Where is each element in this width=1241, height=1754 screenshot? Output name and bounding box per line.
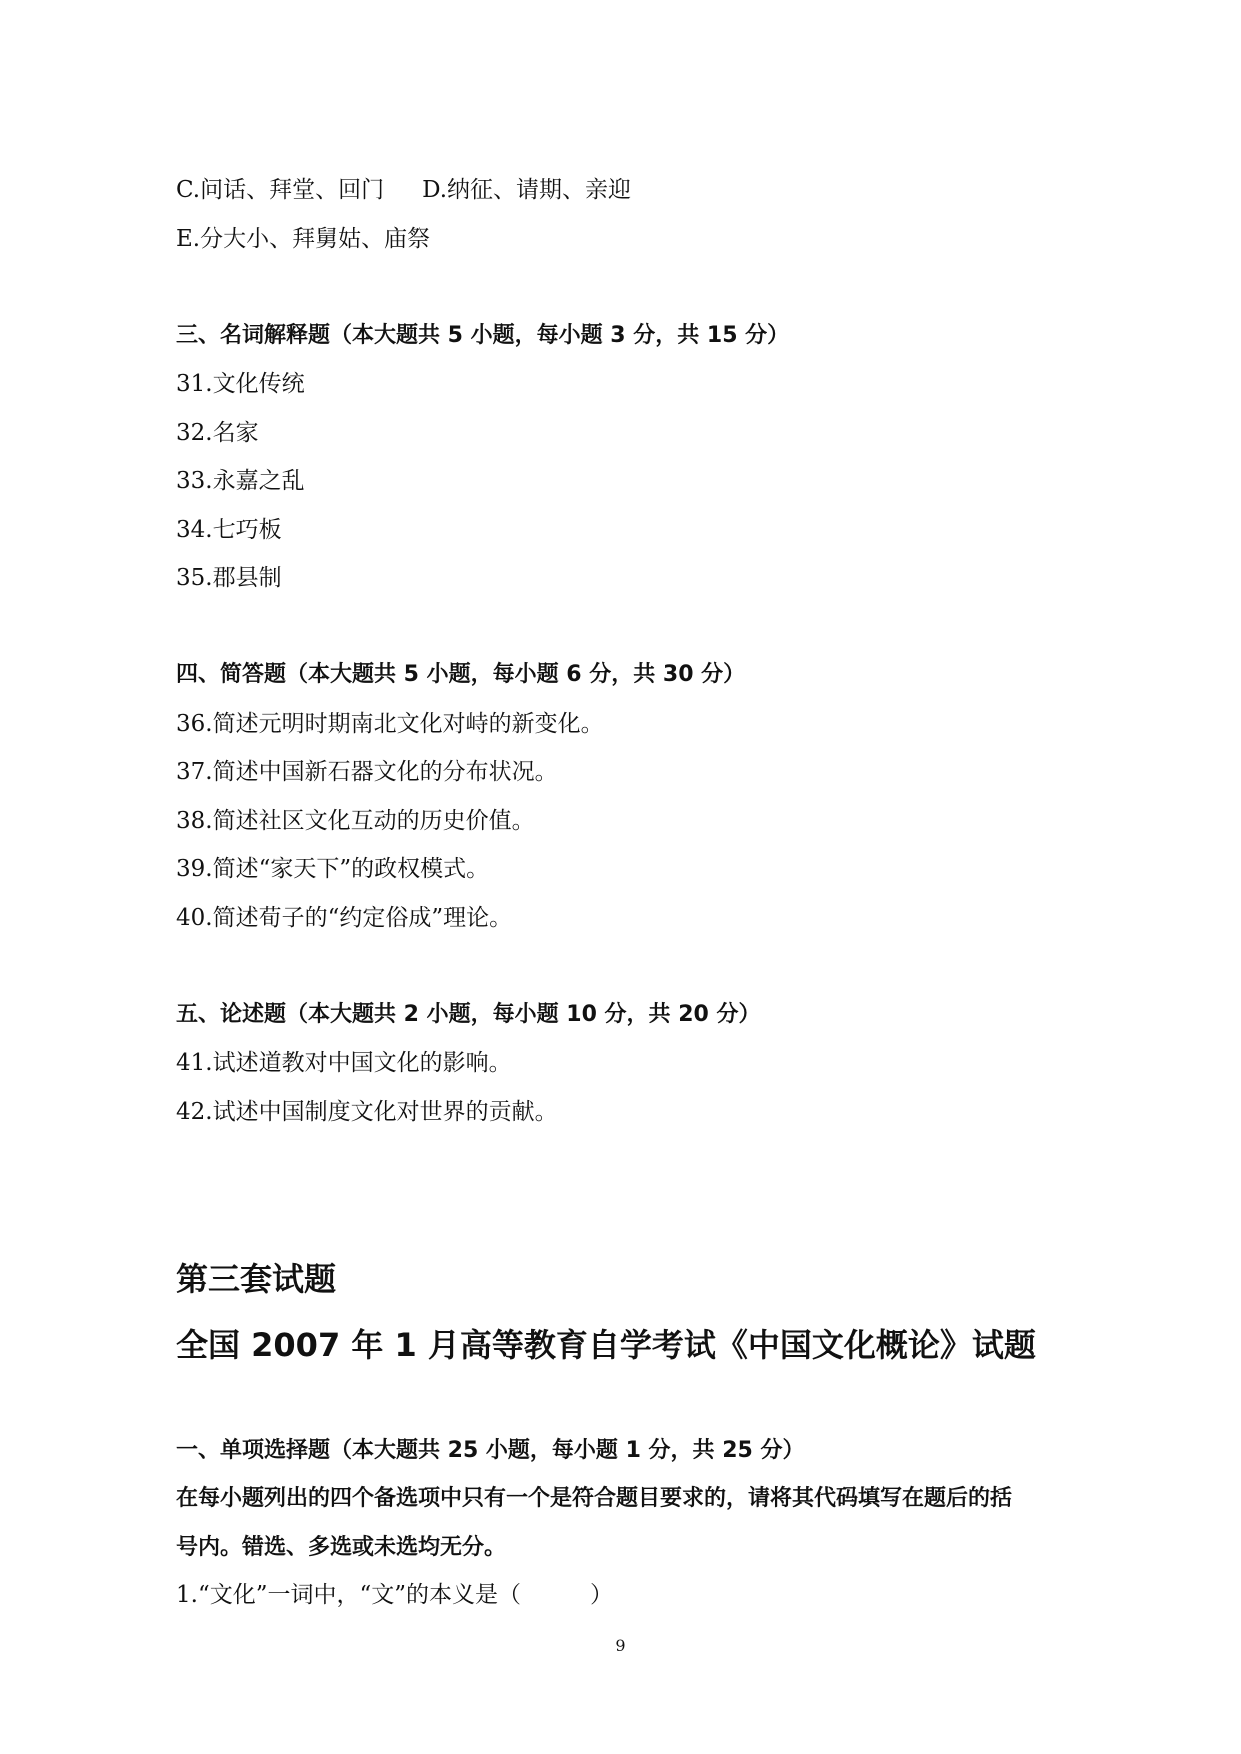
section4-item: 39.简述“家天下”的政权模式。 — [176, 856, 490, 882]
section3-item: 35.郡县制 — [176, 565, 282, 591]
section3-item: 34.七巧板 — [176, 517, 282, 543]
section1-heading: 一、单项选择题（本大题共 25 小题，每小题 1 分，共 25 分） — [176, 1438, 805, 1463]
option-e: E.分大小、拜舅姑、庙祭 — [176, 226, 431, 252]
section4-heading: 四、简答题（本大题共 5 小题，每小题 6 分，共 30 分） — [176, 662, 746, 687]
section5-item: 41.试述道教对中国文化的影响。 — [176, 1050, 512, 1076]
section3-item: 31.文化传统 — [176, 371, 305, 397]
section3-item: 33.永嘉之乱 — [176, 468, 305, 494]
exam-title: 全国 2007 年 1 月高等教育自学考试《中国文化概论》试题 — [176, 1326, 1036, 1364]
section4-item: 37.简述中国新石器文化的分布状况。 — [176, 759, 558, 785]
set-title: 第三套试题 — [176, 1260, 337, 1298]
section3-item: 32.名家 — [176, 420, 259, 446]
answer-options-cd — [176, 175, 631, 205]
section5-item: 42.试述中国制度文化对世界的贡献。 — [176, 1099, 558, 1125]
option-c: C.问话、拜堂、回门 — [176, 177, 385, 203]
instruction-line: 在每小题列出的四个备选项中只有一个是符合题目要求的，请将其代码填写在题后的括 — [176, 1486, 1013, 1511]
instruction-line: 号内。错选、多选或未选均无分。 — [176, 1535, 507, 1560]
section4-item: 40.简述荀子的“约定俗成”理论。 — [176, 905, 513, 931]
section3-heading: 三、名词解释题（本大题共 5 小题，每小题 3 分，共 15 分） — [176, 323, 790, 348]
question-1: 1.“文化”一词中，“文”的本义是（ ） — [176, 1582, 613, 1608]
section4-item: 38.简述社区文化互动的历史价值。 — [176, 808, 535, 834]
option-d: D.纳征、请期、亲迎 — [422, 177, 632, 203]
page-number: 9 — [615, 1636, 626, 1655]
section4-item: 36.简述元明时期南北文化对峙的新变化。 — [176, 711, 604, 737]
section5-heading: 五、论述题（本大题共 2 小题，每小题 10 分，共 20 分） — [176, 1002, 761, 1027]
